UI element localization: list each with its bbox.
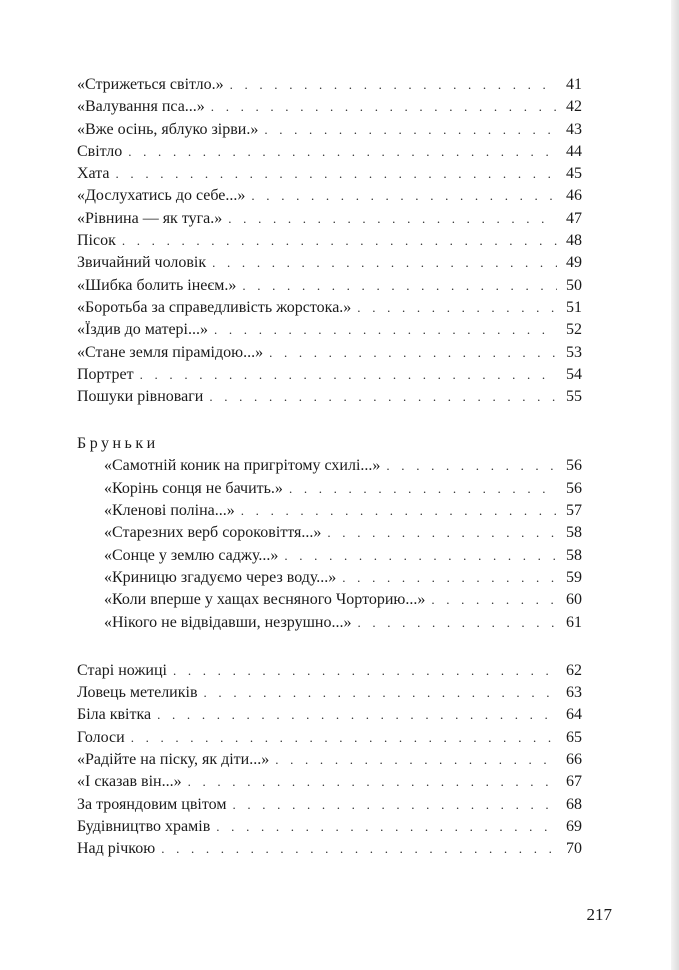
toc-entry xyxy=(77,319,582,341)
toc-entry-title: Хата xyxy=(77,165,110,183)
toc-entry-page: 49 xyxy=(566,254,582,272)
dot-leader xyxy=(122,230,557,252)
dot-leader xyxy=(131,727,557,749)
toc-entry-page: 48 xyxy=(566,232,582,250)
toc-entry-page: 67 xyxy=(566,773,582,791)
toc-entry xyxy=(77,208,582,230)
section-gap xyxy=(77,408,582,433)
toc-entry-page: 58 xyxy=(566,546,582,564)
toc-entry-page: 47 xyxy=(566,209,582,227)
toc-entry xyxy=(77,342,582,364)
toc-entry-page: 57 xyxy=(566,502,582,520)
toc-entry-page: 59 xyxy=(566,568,582,586)
toc-entry-title: «І сказав він...» xyxy=(77,773,182,791)
toc-entry-title: Будівництво храмів xyxy=(77,817,211,835)
toc-entry-title: «Нікого не відвідавши, незрушно...» xyxy=(104,613,352,631)
toc-entry-title: «Самотній коник на пригрітому схилі...» xyxy=(104,457,381,475)
toc-entry-title: «Старезних верб сороковіття...» xyxy=(104,524,322,542)
table-of-contents xyxy=(77,74,582,861)
toc-entry-title: Над річкою xyxy=(77,840,156,858)
toc-entry-page: 41 xyxy=(566,76,582,93)
toc-entry-page: 61 xyxy=(566,613,582,631)
dot-leader xyxy=(161,838,557,860)
dot-leader xyxy=(264,119,557,141)
toc-entry-title: «Дослухатись до себе...» xyxy=(77,187,246,205)
dot-leader xyxy=(357,612,557,634)
dot-leader xyxy=(342,567,557,589)
dot-leader xyxy=(216,816,557,838)
toc-entry xyxy=(77,660,582,682)
toc-entry-page: 51 xyxy=(566,298,582,316)
toc-entry-title: «Криницю згадуємо через воду...» xyxy=(104,568,337,586)
toc-entry-title: «Кленові поліна...» xyxy=(104,502,235,520)
dot-leader xyxy=(211,96,557,118)
toc-entry-page: 45 xyxy=(566,165,582,183)
toc-entry-page: 68 xyxy=(566,795,582,813)
toc-entry xyxy=(77,297,582,319)
dot-leader xyxy=(173,660,557,682)
toc-entry-page: 66 xyxy=(566,751,582,769)
toc-entry xyxy=(104,589,582,611)
toc-entry-title: Голоси xyxy=(77,728,125,746)
toc-entry-page: 46 xyxy=(566,187,582,205)
dot-leader xyxy=(214,319,557,341)
dot-leader xyxy=(357,297,557,319)
toc-entry-title: Старі ножиці xyxy=(77,661,167,679)
toc-entry-title: Біла квітка xyxy=(77,706,152,724)
toc-entry xyxy=(77,749,582,771)
dot-leader xyxy=(269,342,557,364)
toc-entry-title: Пісок xyxy=(77,232,116,250)
dot-leader xyxy=(327,522,557,544)
toc-entry-title: «Сонце у землю саджу...» xyxy=(104,546,279,564)
toc-entry xyxy=(77,74,582,96)
toc-entry-page: 64 xyxy=(566,706,582,724)
toc-entry-page: 56 xyxy=(566,457,582,475)
section-heading: Бруньки xyxy=(77,435,159,453)
toc-entry xyxy=(104,478,582,500)
dot-leader xyxy=(284,545,557,567)
toc-entry xyxy=(77,275,582,297)
toc-entry-title: «Їздив до матері...» xyxy=(77,321,208,339)
toc-entry-page: 70 xyxy=(566,840,582,858)
toc-entry xyxy=(77,386,582,408)
toc-entry xyxy=(104,500,582,522)
toc-entry-page: 56 xyxy=(566,479,582,497)
toc-entry xyxy=(77,794,582,816)
dot-leader xyxy=(275,749,557,771)
toc-entry-title: «Корінь сонця не бачить.» xyxy=(104,479,283,497)
toc-entry-page: 62 xyxy=(566,661,582,679)
toc-entry-page: 50 xyxy=(566,276,582,294)
toc-group-1 xyxy=(77,74,582,408)
dot-leader xyxy=(230,74,557,96)
toc-entry xyxy=(77,141,582,163)
toc-entry xyxy=(77,816,582,838)
toc-entry xyxy=(77,727,582,749)
toc-entry-title: «Стрижеться світло.» xyxy=(77,76,224,93)
toc-entry-title: «Рівнина — як туга.» xyxy=(77,209,223,227)
toc-entry xyxy=(104,567,582,589)
dot-leader xyxy=(188,771,557,793)
toc-entry-title: Пошуки рівноваги xyxy=(77,388,204,406)
toc-entry xyxy=(104,612,582,634)
page-number: 217 xyxy=(586,905,612,924)
toc-entry-page: 63 xyxy=(566,684,582,702)
toc-entry-title: «Коли вперше у хащах весняного Чорторию...» xyxy=(104,591,426,609)
toc-entry-title: «Валування пса...» xyxy=(77,98,205,116)
toc-entry xyxy=(77,838,582,860)
toc-group-2 xyxy=(77,455,582,633)
toc-entry-title: «Радійте на піску, як діти...» xyxy=(77,751,270,769)
dot-leader xyxy=(228,208,557,230)
dot-leader xyxy=(157,704,557,726)
toc-entry-page: 58 xyxy=(566,524,582,542)
dot-leader xyxy=(431,589,557,611)
dot-leader xyxy=(209,386,557,408)
toc-entry-page: 69 xyxy=(566,817,582,835)
toc-entry xyxy=(77,682,582,704)
dot-leader xyxy=(128,141,557,163)
toc-entry-page: 65 xyxy=(566,728,582,746)
dot-leader xyxy=(251,185,557,207)
toc-entry-page: 54 xyxy=(566,365,582,383)
toc-entry-title: Світло xyxy=(77,142,123,160)
dot-leader xyxy=(212,252,557,274)
toc-entry-page: 43 xyxy=(566,120,582,138)
toc-group-3 xyxy=(77,660,582,861)
toc-entry-page: 60 xyxy=(566,591,582,609)
toc-entry xyxy=(77,185,582,207)
toc-entry-page: 53 xyxy=(566,343,582,361)
toc-entry-title: «Боротьба за справедливість жорстока.» xyxy=(77,298,352,316)
toc-entry xyxy=(77,230,582,252)
toc-entry xyxy=(77,364,582,386)
section-gap xyxy=(77,634,582,660)
toc-entry xyxy=(104,545,582,567)
toc-entry xyxy=(77,252,582,274)
dot-leader xyxy=(289,478,557,500)
toc-entry-page: 52 xyxy=(566,321,582,339)
toc-entry xyxy=(77,119,582,141)
dot-leader xyxy=(386,455,557,477)
toc-entry-title: Звичайний чоловік xyxy=(77,254,207,272)
page-edge xyxy=(671,0,679,970)
toc-entry-title: Портрет xyxy=(77,365,134,383)
toc-entry-page: 42 xyxy=(566,98,582,116)
toc-entry-title: Ловець метеликів xyxy=(77,684,198,702)
toc-entry-title: «Вже осінь, яблуко зірви.» xyxy=(77,120,259,138)
dot-leader xyxy=(242,275,557,297)
toc-entry xyxy=(77,704,582,726)
toc-entry-page: 55 xyxy=(566,388,582,406)
dot-leader xyxy=(241,500,557,522)
toc-entry xyxy=(77,163,582,185)
toc-entry-title: За трояндовим цвітом xyxy=(77,795,227,813)
toc-entry-title: «Шибка болить інеєм.» xyxy=(77,276,237,294)
toc-entry-page: 44 xyxy=(566,142,582,160)
dot-leader xyxy=(204,682,557,704)
toc-entry xyxy=(77,771,582,793)
toc-entry xyxy=(104,455,582,477)
toc-entry xyxy=(77,96,582,118)
toc-entry xyxy=(104,522,582,544)
dot-leader xyxy=(116,163,557,185)
dot-leader xyxy=(140,364,557,386)
toc-entry-title: «Стане земля пірамідою...» xyxy=(77,343,264,361)
dot-leader xyxy=(232,794,557,816)
